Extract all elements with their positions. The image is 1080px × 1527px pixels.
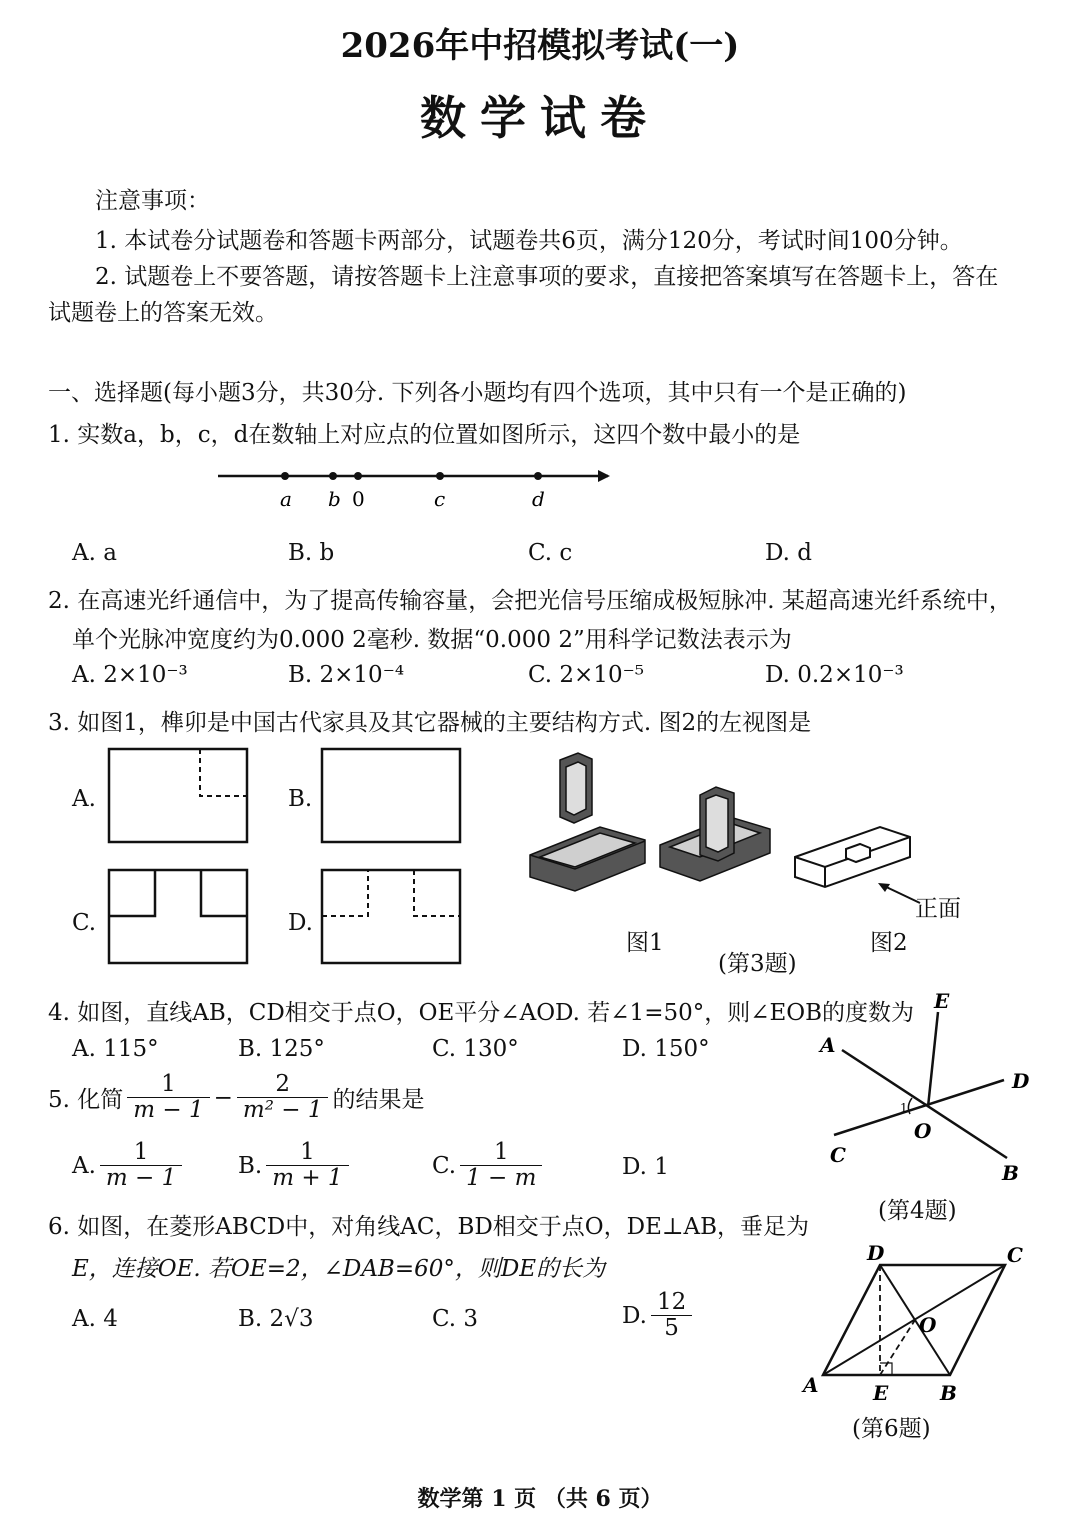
section-heading: 一、选择题(每小题3分，共30分. 下列各小题均有四个选项，其中只有一个是正确的) [48, 380, 907, 406]
q1-option-d: D. d [765, 540, 812, 566]
q6-option-c: C. 3 [432, 1306, 479, 1332]
q3-stem: 3. 如图1，榫卯是中国古代家具及其它器械的主要结构方式. 图2的左视图是 [48, 710, 812, 736]
figure2-label: 图2 [870, 930, 908, 956]
q5-option-c-fraction [460, 1140, 542, 1192]
q4-caption: (第4题) [878, 1198, 957, 1224]
q5-f1-denominator: m − 1 [133, 1097, 204, 1124]
exam-title: 2026年中招模拟考试(一) [340, 26, 740, 66]
figure2-block [795, 827, 910, 887]
q4-option-b: B. 125° [238, 1036, 325, 1062]
point-a: A [820, 1033, 836, 1057]
figure1-label: 图1 [626, 930, 664, 956]
label-d: d [532, 487, 545, 511]
q5-option-b-label: B. [238, 1152, 263, 1179]
point-c [436, 472, 444, 480]
point-e: E [873, 1381, 889, 1405]
q5-fraction-2 [237, 1072, 329, 1124]
q6-option-b: B. 2√3 [238, 1306, 314, 1332]
q2-stem-line1: 2. 在高速光纤通信中，为了提高传输容量，会把光信号压缩成极短脉冲. 某超高速光纤系统中， [48, 588, 1012, 614]
q5-option-b [238, 1140, 353, 1192]
view-option-c [109, 870, 247, 963]
point-0 [354, 472, 362, 480]
number-line-arrow [598, 470, 610, 482]
q2-stem-line2: 单个光脉冲宽度约为0.000 2毫秒. 数据“0.000 2”用科学记数法表示为 [72, 627, 792, 653]
q5-option-c-den: 1 − m [466, 1165, 537, 1192]
q5-option-b-den: m + 1 [272, 1165, 343, 1192]
q1-stem: 1. 实数a，b，c，d在数轴上对应点的位置如图所示，这四个数中最小的是 [48, 422, 801, 448]
figure1-assembled [660, 787, 770, 881]
q2-option-b: B. 2×10⁻⁴ [288, 662, 405, 688]
q3-option-d-label: D. [288, 910, 313, 936]
q1-option-a: A. a [72, 540, 117, 566]
q6-option-d-den: 5 [664, 1315, 679, 1342]
q5-option-c [432, 1140, 546, 1192]
q1-option-c: C. c [528, 540, 573, 566]
notice-item-2-cont: 试题卷上的答案无效。 [48, 300, 278, 326]
point-d: D [1012, 1069, 1030, 1093]
q5-f1-numerator: 1 [127, 1072, 209, 1098]
segment-oe [880, 1320, 915, 1375]
point-o: O [919, 1313, 937, 1337]
q6-option-d [622, 1290, 696, 1342]
q4-stem: 4. 如图，直线AB，CD相交于点O，OE平分∠AOD. 若∠1=50°，则∠EOB的度数为 [48, 1000, 915, 1026]
q5-prefix: 5. 化简 [48, 1087, 124, 1114]
q5-option-a [72, 1140, 186, 1192]
q4-option-d: D. 150° [622, 1036, 710, 1062]
q6-option-d-label: D. [622, 1302, 647, 1329]
point-a [281, 472, 289, 480]
q4-option-c: C. 130° [432, 1036, 519, 1062]
q6-option-d-fraction [651, 1290, 692, 1342]
q4-option-a: A. 115° [72, 1036, 159, 1062]
paper-title: 数学试卷 [420, 91, 660, 145]
q6-stem-line2: E，连接OE. 若OE=2，∠DAB=60°，则DE的长为 [72, 1256, 606, 1282]
point-a: A [803, 1373, 819, 1397]
q5-option-c-num: 1 [460, 1140, 542, 1166]
point-c: C [830, 1143, 846, 1167]
q3-option-a-label: A. [72, 786, 96, 812]
q5-option-d: D. 1 [622, 1154, 669, 1180]
q5-minus: − [213, 1084, 233, 1111]
q5-option-c-label: C. [432, 1152, 457, 1179]
label-c: c [434, 487, 446, 511]
front-label: 正面 [915, 896, 961, 922]
view-option-d [322, 870, 460, 963]
point-c: C [1007, 1243, 1023, 1267]
q6-stem-line1: 6. 如图，在菱形ABCD中，对角线AC，BD相交于点O，DE⊥AB，垂足为 [48, 1214, 810, 1240]
point-b: B [940, 1381, 957, 1405]
mortise-tenon-figures [520, 745, 980, 935]
angle-1-label: 1 [900, 1101, 908, 1115]
q6-caption: (第6题) [852, 1416, 931, 1442]
q6-rhombus-figure [795, 1240, 1035, 1410]
q2-option-c: C. 2×10⁻⁵ [528, 662, 644, 688]
figure1-separated [530, 753, 645, 891]
ray-oe [928, 1012, 938, 1107]
point-b [329, 472, 337, 480]
q5-option-b-fraction [266, 1140, 348, 1192]
q5-option-a-den: m − 1 [105, 1165, 177, 1192]
q5-fraction-1 [127, 1072, 209, 1124]
view-option-a [109, 749, 247, 842]
q5-option-a-num: 1 [100, 1140, 182, 1166]
q5-option-b-num: 1 [266, 1140, 348, 1166]
q5-f2-numerator: 2 [237, 1072, 329, 1098]
point-b: B [1002, 1161, 1019, 1185]
q4-figure [812, 990, 1042, 1190]
notice-item-2: 2. 试题卷上不要答题，请按答题卡上注意事项的要求，直接把答案填写在答题卡上，答在 [95, 264, 999, 290]
view-option-b [322, 749, 460, 842]
page-footer: 数学第 1 页 （共 6 页） [417, 1486, 663, 1512]
q1-option-b: B. b [288, 540, 335, 566]
notice-item-1: 1. 本试卷分试题卷和答题卡两部分，试题卷共6页，满分120分，考试时间100分钟。 [95, 228, 963, 254]
q3-option-c-label: C. [72, 910, 97, 936]
q5-suffix: 的结果是 [332, 1087, 425, 1114]
label-b: b [328, 487, 341, 511]
q3-option-b-label: B. [288, 786, 313, 812]
point-d [534, 472, 542, 480]
q5-option-a-fraction [100, 1140, 182, 1192]
q5-f2-denominator: m² − 1 [242, 1097, 323, 1124]
q3-caption: (第3题) [718, 951, 797, 977]
point-e: E [934, 990, 950, 1013]
q2-option-a: A. 2×10⁻³ [72, 662, 188, 688]
q5-option-a-label: A. [72, 1152, 96, 1179]
number-line-figure [210, 460, 630, 520]
label-a: a [280, 487, 292, 511]
point-o: O [914, 1119, 932, 1143]
label-0: 0 [352, 487, 365, 511]
q6-option-a: A. 4 [72, 1306, 118, 1332]
q3-option-views [100, 740, 470, 970]
notice-heading: 注意事项： [95, 188, 210, 214]
q2-option-d: D. 0.2×10⁻³ [765, 662, 904, 688]
q5-stem [48, 1072, 424, 1124]
point-d: D [867, 1241, 885, 1265]
q6-option-d-num: 12 [651, 1290, 692, 1316]
